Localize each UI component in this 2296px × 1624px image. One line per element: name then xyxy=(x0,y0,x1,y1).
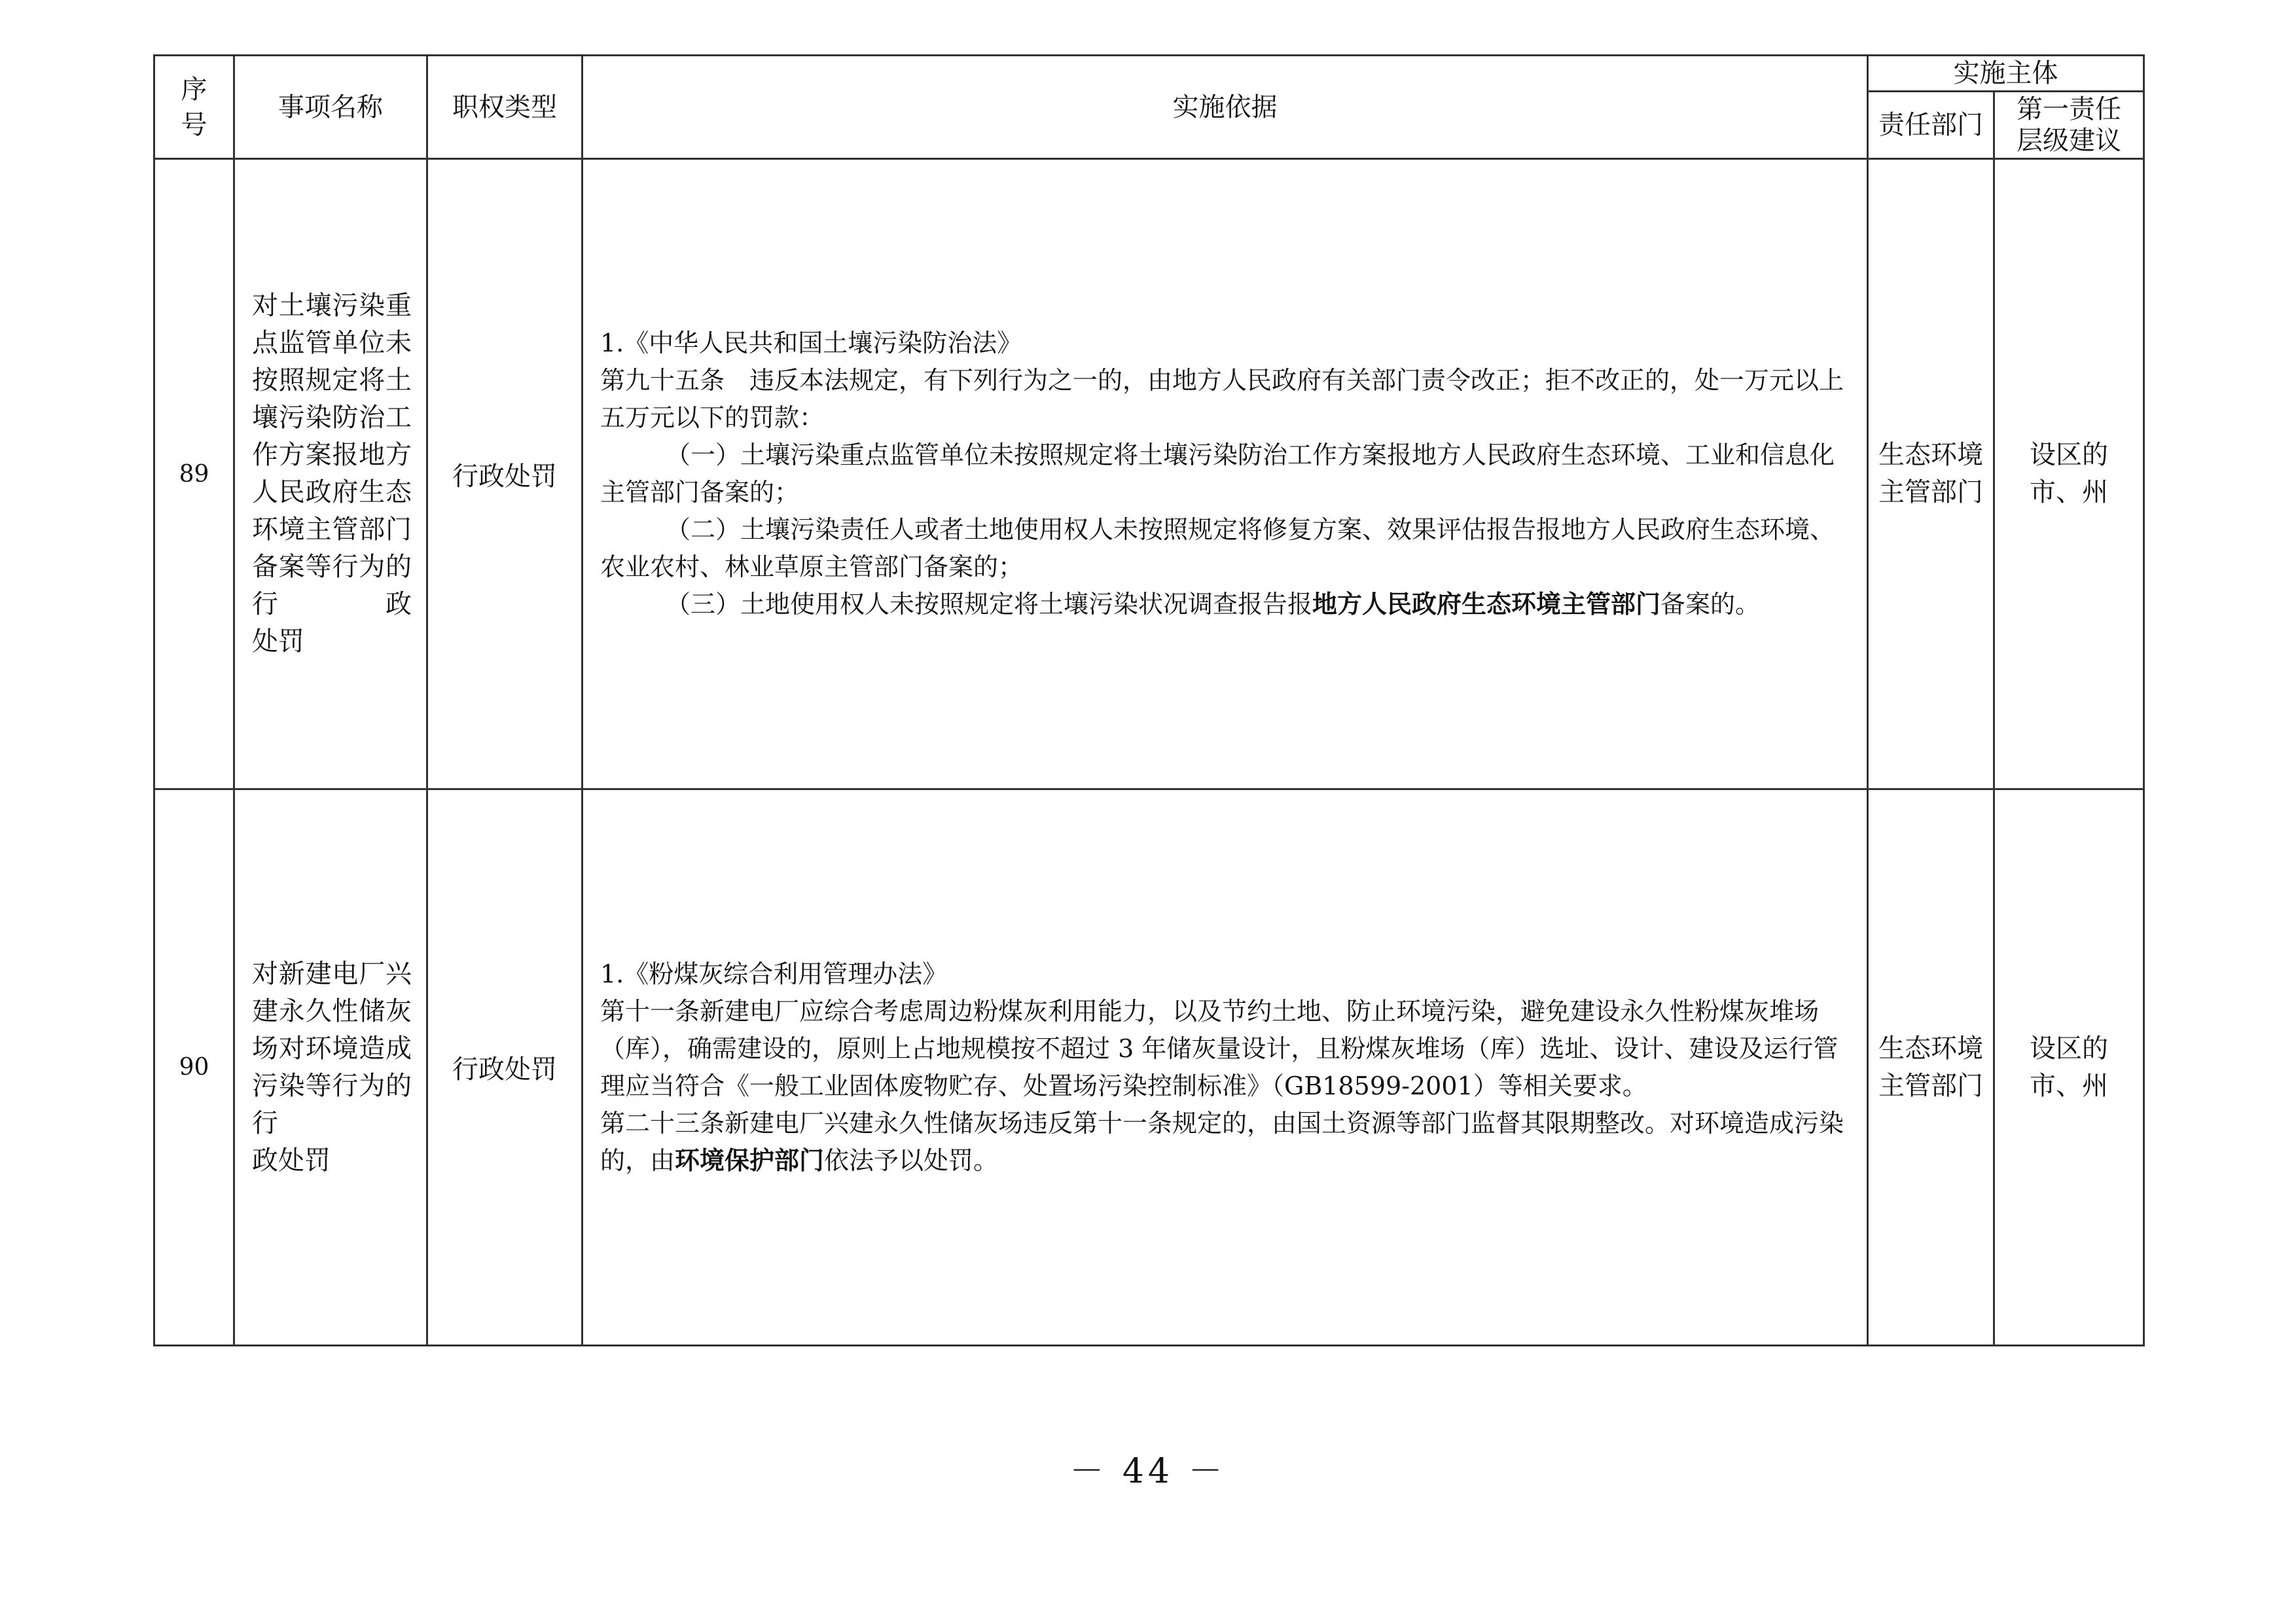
basis-clause-3-emphasis: 地方人民政府生态环境主管部门 xyxy=(1312,590,1661,619)
item-name xyxy=(234,789,427,1346)
legal-basis xyxy=(583,789,1868,1346)
basis-clause-3 xyxy=(600,586,1851,623)
basis-article-2-text: 第二十三条新建电厂兴建永久性储灰场违反第十一条规定的，由国土资源等部门监督其限期整改。对环境造成污染的，由 xyxy=(600,1108,1844,1175)
page-number: － 44 － xyxy=(1069,1452,1227,1491)
first-level-line1: 设区的 xyxy=(2030,1033,2108,1064)
first-level xyxy=(1994,159,2144,789)
basis-article-2 xyxy=(600,1105,1851,1180)
responsible-dept xyxy=(1868,159,1994,789)
header-basis-text: 实施依据 xyxy=(1172,92,1278,122)
basis-clause-3-end: 备案的。 xyxy=(1660,590,1761,619)
power-type: 行政处罚 xyxy=(427,789,583,1346)
basis-article-2-emphasis: 环境保护部门 xyxy=(675,1146,825,1175)
header-subject-text: 实施主体 xyxy=(1953,58,2058,88)
legal-basis xyxy=(583,159,1868,789)
header-subject xyxy=(1868,56,2144,92)
responsible-dept xyxy=(1868,789,1994,1346)
item-name-tail: 处罚 xyxy=(252,626,304,657)
header-item-name-text: 事项名称 xyxy=(278,92,383,122)
basis-clause-1: （一）土壤污染重点监管单位未按照规定将土壤污染防治工作方案报地方人民政府生态环境、工业和信息化主管部门备案的； xyxy=(600,441,1835,507)
header-power-type-text: 职权类型 xyxy=(452,92,557,122)
first-level-line2: 市、州 xyxy=(2030,477,2108,507)
basis-article: 第十一条新建电厂应综合考虑周边粉煤灰利用能力，以及节约土地、防止环境污染，避免建设永久性粉煤灰堆场（库），确需建设的，原则上占地规模按不超过 3 年储灰量设计，且粉煤灰堆场（库）选址、设计、建设及运行管理应当符合《一般工业固体废物贮存、处置场污染控制标准》（GB18599-2001）等相关要求。 xyxy=(600,996,1839,1100)
responsible-dept-text: 生态环境主管部门 xyxy=(1878,440,1983,507)
responsible-dept-text: 生态环境主管部门 xyxy=(1878,1033,1983,1101)
item-name-text: 对新建电厂兴建永久性储灰场对环境造成污染等行为的行 xyxy=(252,958,412,1138)
basis-article-2-end: 依法予以处罚。 xyxy=(824,1146,999,1175)
first-level-line1: 设区的 xyxy=(2030,440,2108,470)
header-first-level-line1: 第一责任 xyxy=(2017,94,2121,124)
header-seq-text: 序号 xyxy=(181,74,207,140)
first-level-line2: 市、州 xyxy=(2030,1070,2108,1101)
header-basis xyxy=(583,56,1868,159)
table-row xyxy=(154,789,2144,1346)
header-power-type xyxy=(427,56,583,159)
header-responsible-dept xyxy=(1868,92,1994,159)
power-type: 行政处罚 xyxy=(427,159,583,789)
basis-clause-3-text: （三）土地使用权人未按照规定将土壤污染状况调查报告报 xyxy=(666,590,1313,619)
item-name xyxy=(234,159,427,789)
basis-article: 第九十五条 违反本法规定，有下列行为之一的，由地方人民政府有关部门责令改正；拒不改正的，处一万元以上五万元以下的罚款： xyxy=(600,366,1844,432)
row-number: 89 xyxy=(154,159,234,789)
table-row xyxy=(154,159,2144,789)
basis-clause-2: （二）土壤污染责任人或者土地使用权人未按照规定将修复方案、效果评估报告报地方人民政府生态环境、农业农村、林业草原主管部门备案的； xyxy=(600,515,1835,581)
first-level xyxy=(1994,789,2144,1346)
header-first-level xyxy=(1994,92,2144,159)
header-item-name xyxy=(234,56,427,159)
header-first-level-line2: 层级建议 xyxy=(2017,126,2121,156)
basis-law-title: 1.《中华人民共和国土壤污染防治法》 xyxy=(600,329,1022,357)
header-seq xyxy=(154,56,234,159)
row-number: 90 xyxy=(154,789,234,1346)
authority-table xyxy=(153,54,2145,1346)
item-name-tail: 政处罚 xyxy=(252,1145,331,1176)
item-name-text: 对土壤污染重点监管单位未按照规定将土壤污染防治工作方案报地方人民政府生态环境主管部门备案等行为的行政 xyxy=(252,291,412,619)
header-responsible-dept-text: 责任部门 xyxy=(1878,110,1983,140)
basis-law-title: 1.《粉煤灰综合利用管理办法》 xyxy=(600,959,948,988)
